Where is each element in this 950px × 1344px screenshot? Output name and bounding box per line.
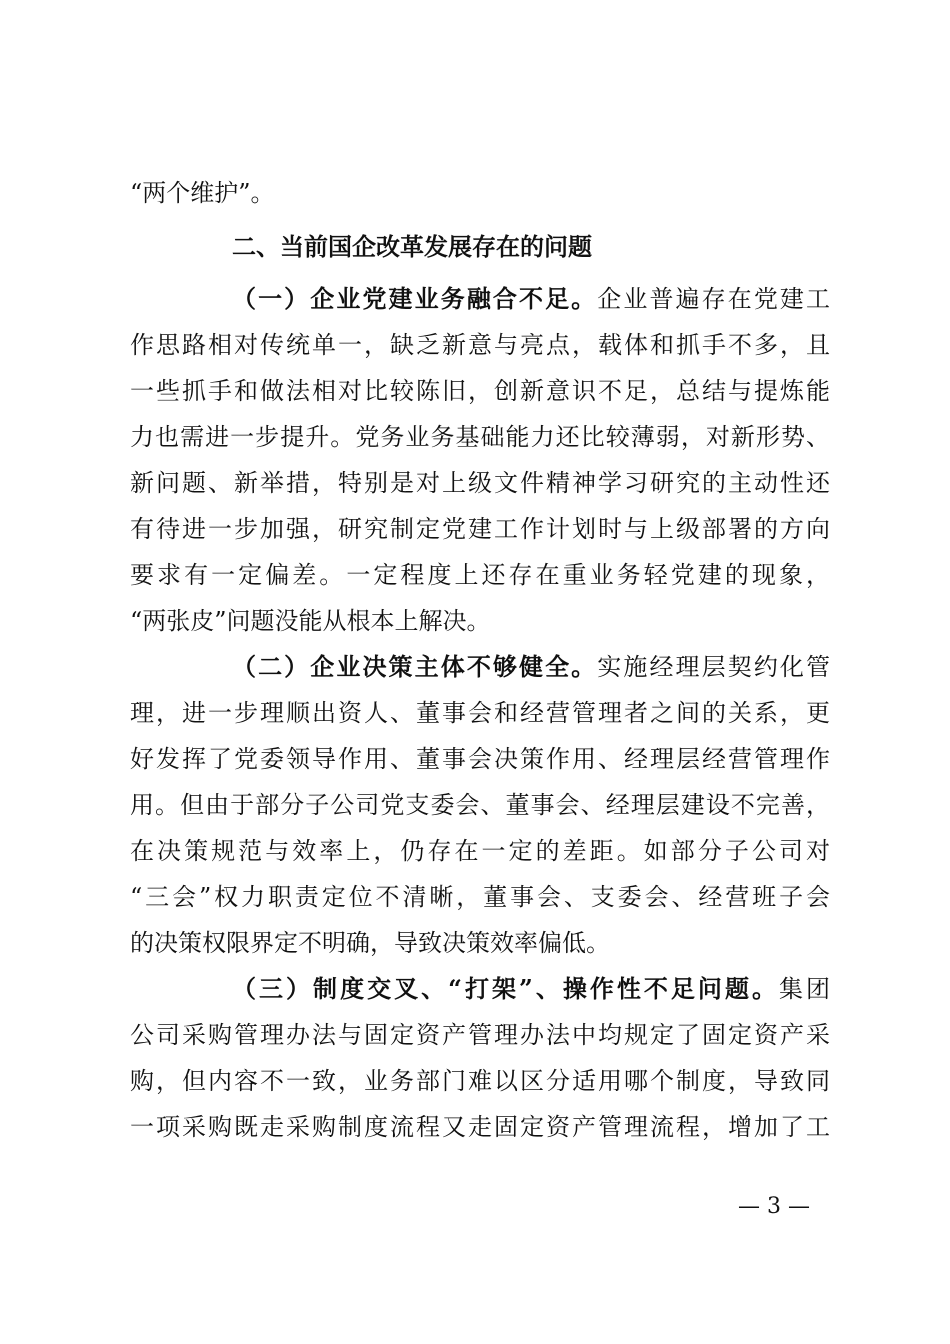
body-line: 好发挥了党委领导作用、董事会决策作用、经理层经营管理作 <box>130 745 830 773</box>
body-line: 作思路相对传统单一，缺乏新意与亮点，载体和抓手不多，且 <box>130 331 830 359</box>
body-line: 理，进一步理顺出资人、董事会和经营管理者之间的关系，更 <box>130 699 830 727</box>
body-line: 一项采购既走采购制度流程又走固定资产管理流程，增加了工 <box>130 1113 830 1141</box>
body-line: 的决策权限界定不明确，导致决策效率偏低。 <box>130 929 610 957</box>
body-line: 用。但由于部分子公司党支委会、董事会、经理层建设不完善， <box>130 791 830 819</box>
section-heading: 二、当前国企改革发展存在的问题 <box>232 233 592 261</box>
body-line: 公司采购管理办法与固定资产管理办法中均规定了固定资产采 <box>130 1021 830 1049</box>
body-line: “三会”权力职责定位不清晰，董事会、支委会、经营班子会 <box>130 883 830 911</box>
body-line: 新问题、新举措，特别是对上级文件精神学习研究的主动性还 <box>130 469 830 497</box>
paragraph-first-line <box>232 282 830 316</box>
body-line: 购，但内容不一致，业务部门难以区分适用哪个制度，导致同 <box>130 1067 830 1095</box>
paragraph-text: 集团 <box>778 975 831 1003</box>
body-line: 要求有一定偏差。一定程度上还存在重业务轻党建的现象， <box>130 561 830 589</box>
paragraph-text: 企业普遍存在党建工 <box>597 285 831 313</box>
paragraph-first-line <box>232 972 830 1006</box>
paragraph-text: 实施经理层契约化管 <box>597 653 831 681</box>
body-line: “两个维护”。 <box>130 179 275 207</box>
sub-heading: （二）企业决策主体不够健全。 <box>232 652 598 681</box>
paragraph-first-line <box>232 650 830 684</box>
body-line: 一些抓手和做法相对比较陈旧，创新意识不足，总结与提炼能 <box>130 377 830 405</box>
sub-heading: （三）制度交叉、“打架”、操作性不足问题。 <box>232 974 779 1003</box>
body-line: 有待进一步加强，研究制定党建工作计划时与上级部署的方向 <box>130 515 830 543</box>
body-line: “两张皮”问题没能从根本上解决。 <box>130 607 491 635</box>
page-number: — 3 — <box>738 1194 810 1219</box>
body-line: 在决策规范与效率上，仍存在一定的差距。如部分子公司对 <box>130 837 830 865</box>
body-line: 力也需进一步提升。党务业务基础能力还比较薄弱，对新形势、 <box>130 423 830 451</box>
sub-heading: （一）企业党建业务融合不足。 <box>232 284 598 313</box>
